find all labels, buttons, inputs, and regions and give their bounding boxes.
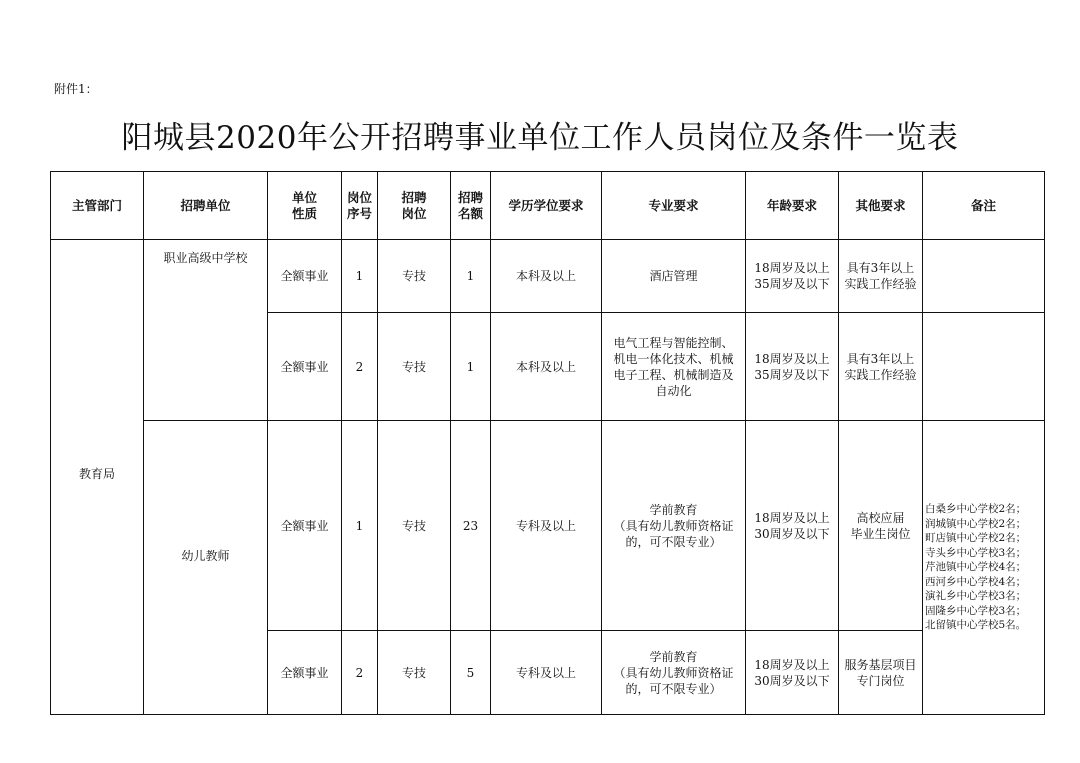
quota-cell: 1: [451, 313, 491, 421]
note-line: 北留镇中心学校5名。: [925, 619, 1027, 632]
note-line: 町店镇中心学校2名；: [925, 532, 1027, 545]
department-cell: 教育局: [51, 240, 144, 715]
note-cell: [923, 421, 1045, 715]
seq-cell: 1: [342, 421, 378, 631]
note-line: 固隆乡中心学校3名；: [925, 604, 1027, 617]
edu-cell: 专科及以上: [491, 631, 602, 715]
header-unit: 招聘单位: [144, 172, 268, 240]
quota-cell: 23: [451, 421, 491, 631]
quota-cell: 5: [451, 631, 491, 715]
unit-cell: 幼儿教师: [144, 421, 268, 715]
header-dept: 主管部门: [51, 172, 144, 240]
major-cell: 学前教育 （具有幼儿教师资格证 的，可不限专业）: [602, 421, 746, 631]
note-line: 西河乡中心学校4名；: [925, 575, 1027, 588]
seq-cell: 1: [342, 240, 378, 313]
table-header-row: [51, 172, 1045, 240]
post-cell: 专技: [378, 421, 451, 631]
age-cell: 18周岁及以上 35周岁及以下: [746, 313, 839, 421]
header-quota: 招聘 名额: [451, 172, 491, 240]
page-title: 阳城县2020年公开招聘事业单位工作人员岗位及条件一览表: [121, 120, 959, 156]
post-cell: 专技: [378, 631, 451, 715]
nature-cell: 全额事业: [268, 240, 342, 313]
major-cell: 酒店管理: [602, 240, 746, 313]
note-cell-empty: [923, 313, 1045, 421]
header-edu: 学历学位要求: [491, 172, 602, 240]
unit-cell: 职业高级中学校: [144, 240, 268, 421]
note-cell-empty: [923, 240, 1045, 313]
recruitment-table: [50, 171, 1045, 715]
header-nature: 单位 性质: [268, 172, 342, 240]
header-post: 招聘 岗位: [378, 172, 451, 240]
note-line: 白桑乡中心学校2名；: [925, 503, 1027, 516]
nature-cell: 全额事业: [268, 421, 342, 631]
age-cell: 18周岁及以上 30周岁及以下: [746, 421, 839, 631]
nature-cell: 全额事业: [268, 631, 342, 715]
header-age: 年龄要求: [746, 172, 839, 240]
other-cell: 具有3年以上 实践工作经验: [839, 240, 923, 313]
note-line: 寺头乡中心学校3名；: [925, 546, 1027, 559]
age-cell: 18周岁及以上 35周岁及以下: [746, 240, 839, 313]
header-note: 备注: [923, 172, 1045, 240]
post-cell: 专技: [378, 240, 451, 313]
note-line: 芹池镇中心学校4名；: [925, 561, 1027, 574]
edu-cell: 专科及以上: [491, 421, 602, 631]
header-other: 其他要求: [839, 172, 923, 240]
other-cell: 高校应届 毕业生岗位: [839, 421, 923, 631]
edu-cell: 本科及以上: [491, 240, 602, 313]
post-cell: 专技: [378, 313, 451, 421]
attachment-label: 附件1：: [54, 82, 98, 96]
header-major: 专业要求: [602, 172, 746, 240]
age-cell: 18周岁及以上 30周岁及以下: [746, 631, 839, 715]
note-line: 演礼乡中心学校3名；: [925, 590, 1027, 603]
major-cell: 学前教育 （具有幼儿教师资格证 的，可不限专业）: [602, 631, 746, 715]
nature-cell: 全额事业: [268, 313, 342, 421]
table-row: [51, 240, 1045, 313]
other-cell: 具有3年以上 实践工作经验: [839, 313, 923, 421]
quota-cell: 1: [451, 240, 491, 313]
note-line: 润城镇中心学校2名；: [925, 517, 1027, 530]
seq-cell: 2: [342, 631, 378, 715]
table-row: [51, 421, 1045, 631]
major-cell: 电气工程与智能控制、 机电一体化技术、机械 电子工程、机械制造及 自动化: [602, 313, 746, 421]
seq-cell: 2: [342, 313, 378, 421]
other-cell: 服务基层项目 专门岗位: [839, 631, 923, 715]
header-seq: 岗位 序号: [342, 172, 378, 240]
edu-cell: 本科及以上: [491, 313, 602, 421]
